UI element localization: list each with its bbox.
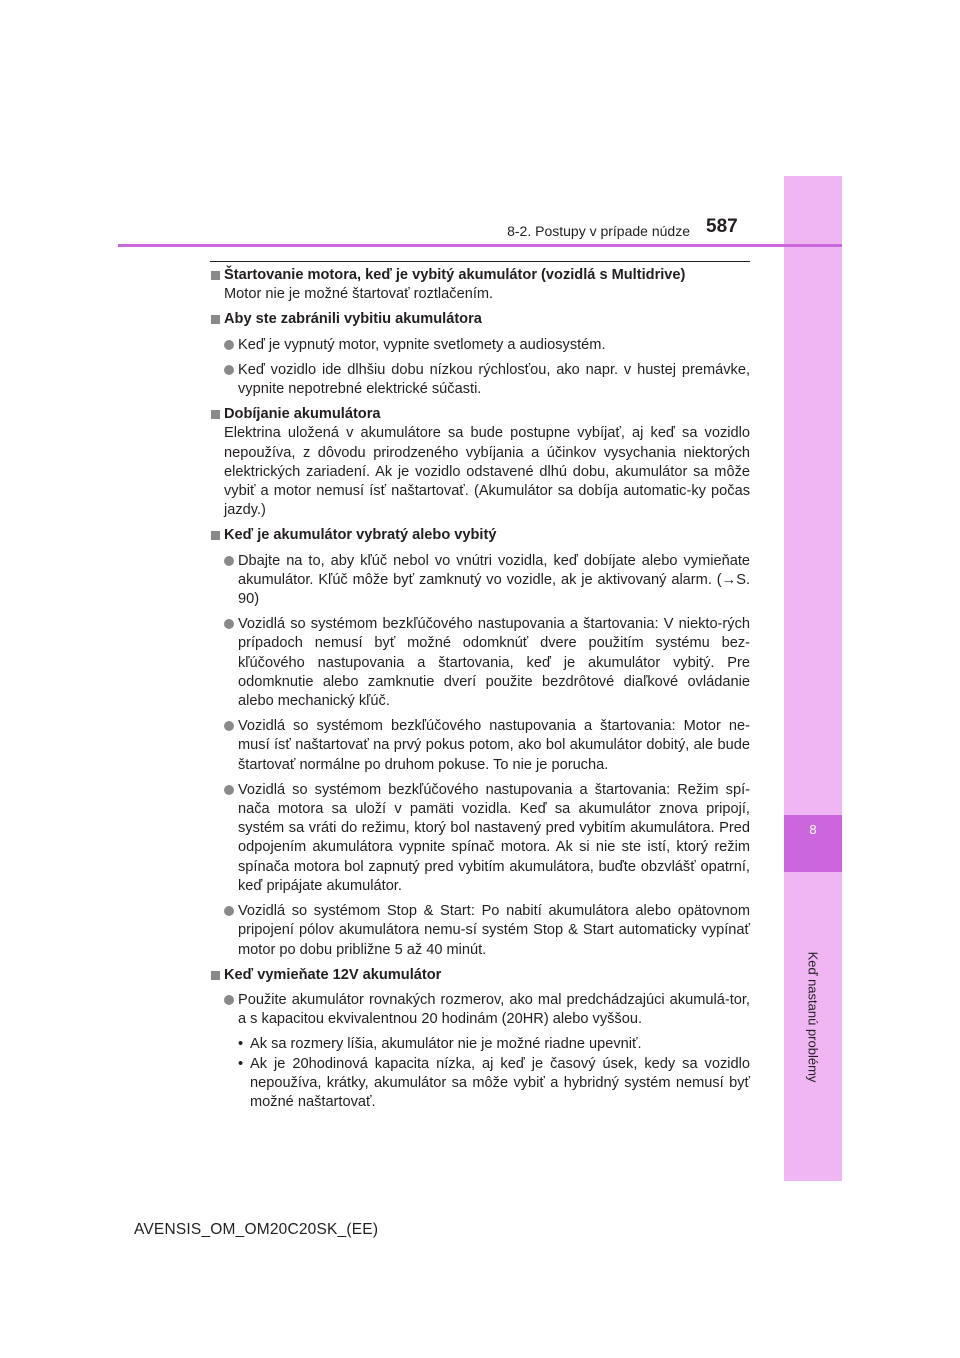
square-bullet-icon [211, 315, 220, 324]
sub-list-item: • Ak sa rozmery líšia, akumulátor nie je možné riadne upevniť. [210, 1035, 750, 1054]
small-bullet-icon: • [238, 1055, 244, 1072]
circle-bullet-icon [224, 556, 234, 566]
square-bullet-icon [211, 271, 220, 280]
list-item: Vozidlá so systémom bezkľúčového nastupovania a štartovania: Režim spí-nača motora sa uloží v pamäti vozidla. Keď sa akumulátor znova pripojí, systém sa vráti do režimu, ktorý bol nastavený pred vybitím akumulátora. Pred odpojením akumulátora vypnite spínač motora. Ak si nie ste istí, ktorý režim spínača motora bol zapnutý pred vybitím akumulátora, buďte obzvlášť opatrní, keď pripájate akumulátor. [210, 781, 750, 896]
small-bullet-icon: • [238, 1036, 244, 1053]
paragraph: Elektrina uložená v akumulátore sa bude postupne vybíjať, aj keď sa vozidlo nepoužíva, z dôvodu prirodzeného vybíjania a účinkov vysychania niektorých elektrických zariadení. Ak je vozidlo odstavené dlhú dobu, akumulátor sa môže vybiť a motor nemusí ísť naštartovať. (Akumulátor sa dobíja automatic-ky počas jazdy.) [224, 425, 750, 519]
section-heading: Dobíjanie akumulátora [210, 405, 750, 424]
square-bullet-icon [211, 971, 220, 980]
paragraph: Motor nie je možné štartovať roztlačením. [224, 286, 494, 303]
section-heading: Aby ste zabránili vybitiu akumulátora [210, 310, 750, 329]
circle-bullet-icon [224, 995, 234, 1005]
content-rule [210, 261, 750, 262]
list-item: Dbajte na to, aby kľúč nebol vo vnútri vozidla, keď dobíjate alebo vymieňate akumulátor. Kľúč môže byť zamknutý vo vozidle, ak je aktivovaný alarm. (→S. 90) [210, 552, 750, 610]
chapter-title: Keď nastanú problémy [805, 951, 821, 1083]
circle-bullet-icon [224, 619, 234, 629]
circle-bullet-icon [224, 906, 234, 916]
circle-bullet-icon [224, 721, 234, 731]
list-item: Vozidlá so systémom bezkľúčového nastupovania a štartovania: V niekto-rých prípadoch nemusí byť možné odomknúť dvere použitím systému bez-kľúčového nastupovania a štartovania, keď je akumulátor vybitý. Pre odomknutie alebo zamknutie dverí použite bezdrôtové diaľkové ovládanie alebo mechanický kľúč. [210, 615, 750, 711]
list-item: Vozidlá so systémom bezkľúčového nastupovania a štartovania: Motor ne-musí ísť naštartovať na prvý pokus potom, ako bol akumulátor dobitý, ale bude štartovať normálne po druhom pokuse. To nie je porucha. [210, 717, 750, 775]
circle-bullet-icon [224, 365, 234, 375]
square-bullet-icon [211, 531, 220, 540]
section-heading: Keď je akumulátor vybratý alebo vybitý [210, 526, 750, 545]
page-number: 587 [706, 216, 738, 237]
chapter-number: 8 [809, 822, 817, 837]
document-code: AVENSIS_OM_OM20C20SK_(EE) [134, 1221, 379, 1238]
circle-bullet-icon [224, 785, 234, 795]
section-heading: Štartovanie motora, keď je vybitý akumulátor (vozidlá s Multidrive) [210, 266, 750, 285]
list-item: Keď je vypnutý motor, vypnite svetlomety a audiosystém. [210, 336, 750, 355]
section-heading: Keď vymieňate 12V akumulátor [210, 966, 750, 985]
square-bullet-icon [211, 410, 220, 419]
page-content [210, 266, 750, 1112]
header-rule [118, 244, 842, 247]
sub-list-item: • Ak je 20hodinová kapacita nízka, aj keď je časový úsek, kedy sa vozidlo nepoužíva, krátky, akumulátor sa môže vybiť a hybridný systém nemusí byť možné naštartovať. [238, 1055, 750, 1110]
section-title: 8-2. Postupy v prípade núdze [507, 223, 690, 239]
list-item: Vozidlá so systémom Stop & Start: Po nabití akumulátora alebo opätovnom pripojení pólov akumulátora nemu-sí systém Stop & Start automaticky vypínať motor po dobu približne 5 až 40 minút. [210, 902, 750, 960]
list-item: Použite akumulátor rovnakých rozmerov, ako mal predchádzajúci akumulá-tor, a s kapacitou ekvivalentnou 20 hodinám (20HR) alebo vyššou. [210, 991, 750, 1029]
circle-bullet-icon [224, 340, 234, 350]
list-item: Keď vozidlo ide dlhšiu dobu nízkou rýchlosťou, ako napr. v hustej premávke, vypnite nepotrebné elektrické súčasti. [210, 361, 750, 399]
